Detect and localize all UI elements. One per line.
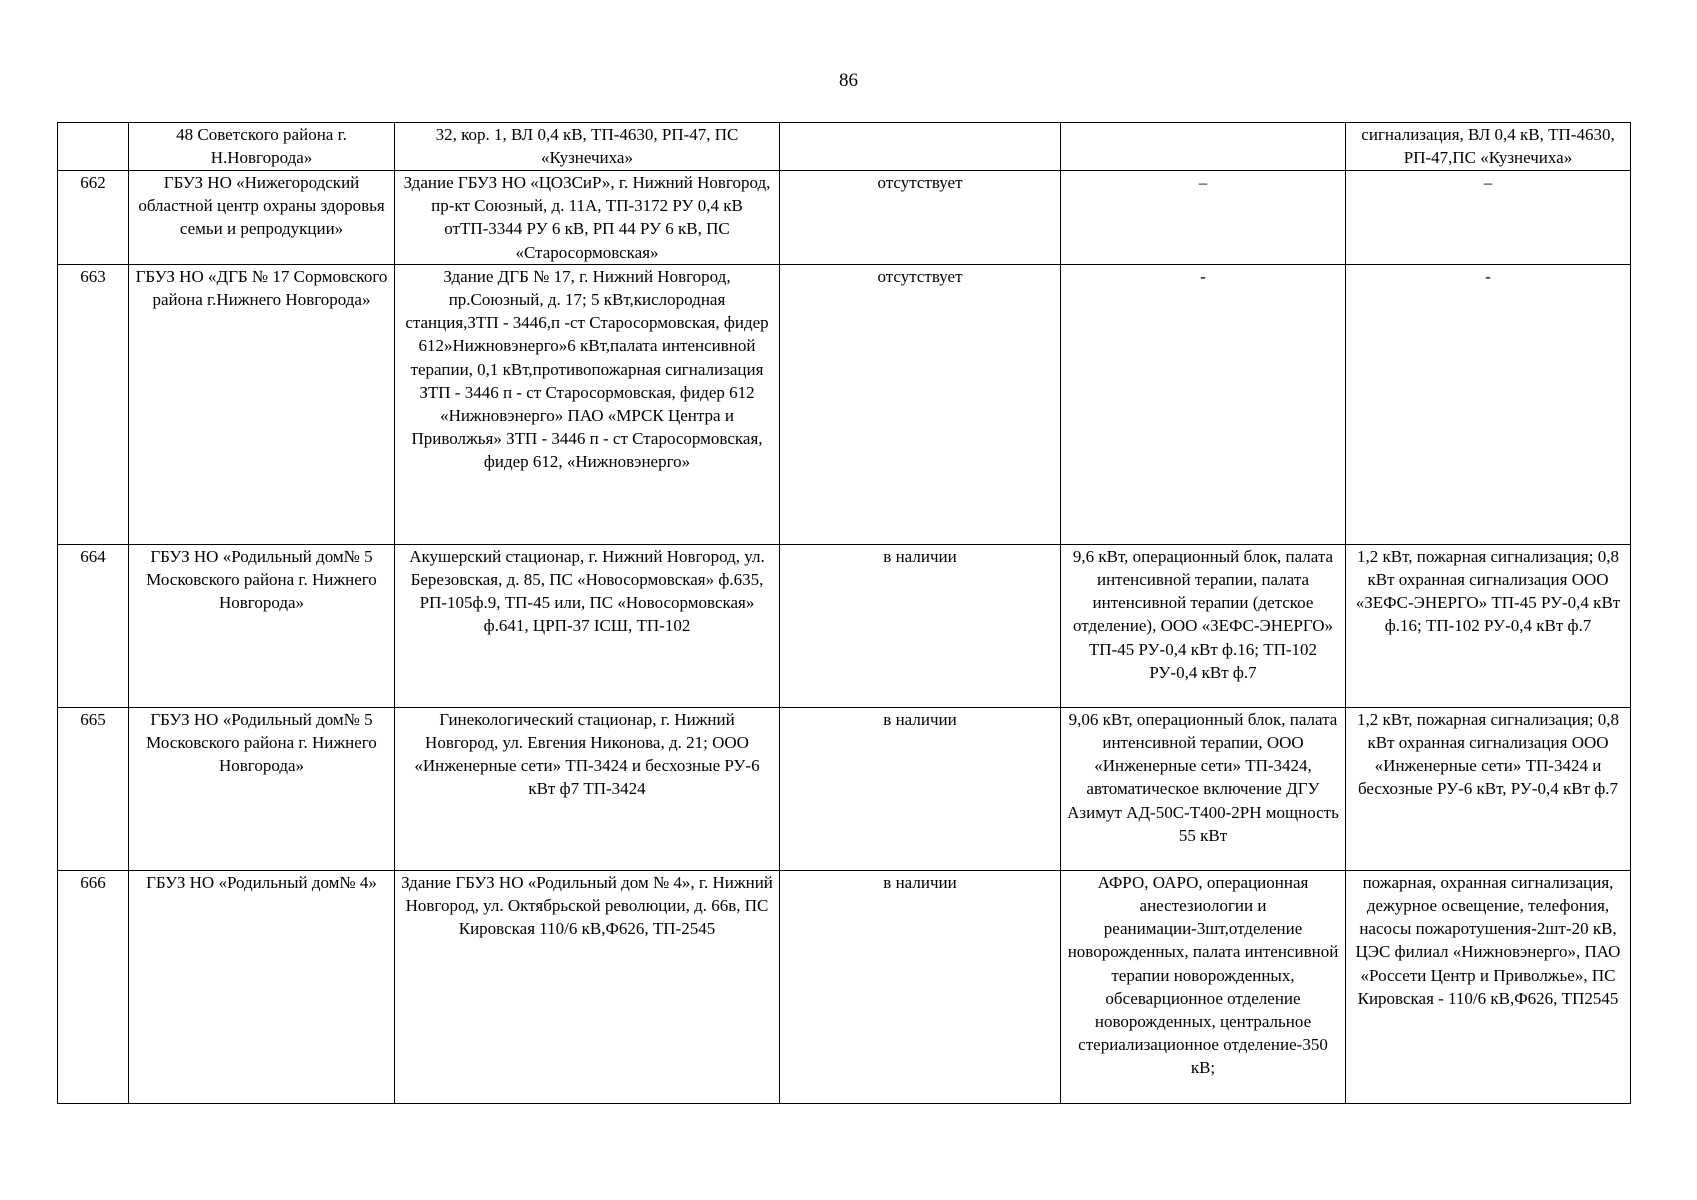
- first-category-cell: –: [1061, 171, 1346, 265]
- first-category-cell: [1061, 123, 1346, 171]
- object-address-cell: Здание ДГБ № 17, г. Нижний Новгород, пр.Союзный, д. 17; 5 кВт,кислородная станция,ЗТП - 3446,п -ст Старосормовская, фидер 612»Нижновэнерго»6 кВт,палата интенсивной терапии, 0,1 кВт,противопожарная сигнализация ЗТП - 3446 п - ст Старосормовская, фидер 612 «Нижновэнерго» ПАО «МРСК Центра и Приволжья» ЗТП - 3446 п - ст Старосормовская, фидер 612, «Нижновэнерго»: [395, 264, 780, 544]
- row-number-cell: 664: [58, 544, 129, 707]
- object-address-cell: Акушерский стационар, г. Нижний Новгород, ул. Березовская, д. 85, ПС «Новосормовская» ф.635, РП-105ф.9, ТП-45 или, ПС «Новосормовская» ф.641, ЦРП-37 IСШ, ТП-102: [395, 544, 780, 707]
- reserve-source-cell: в наличии: [780, 544, 1061, 707]
- second-category-cell: пожарная, охранная сигнализация, дежурное освещение, телефония, насосы пожаротушения-2шт-20 кВ, ЦЭС филиал «Нижновэнерго», ПАО «Россети Центр и Приволжье», ПС Кировская - 110/6 кВ,Ф626, ТП2545: [1346, 870, 1631, 1103]
- reserve-source-cell: отсутствует: [780, 264, 1061, 544]
- page-number: 86: [839, 70, 858, 91]
- row-number-cell: 662: [58, 171, 129, 265]
- table-row: [58, 171, 1631, 265]
- second-category-cell: 1,2 кВт, пожарная сигнализация; 0,8 кВт охранная сигнализация ООО «Инженерные сети» ТП-3424 и бесхозные РУ-6 кВт, РУ-0,4 кВт ф.7: [1346, 707, 1631, 870]
- row-number-cell: [58, 123, 129, 171]
- data-table: [57, 122, 1631, 1104]
- organization-cell: ГБУЗ НО «ДГБ № 17 Сормовского района г.Нижнего Новгорода»: [129, 264, 395, 544]
- reserve-source-cell: в наличии: [780, 870, 1061, 1103]
- table-row: [58, 264, 1631, 544]
- table-row: [58, 123, 1631, 171]
- row-number-cell: 663: [58, 264, 129, 544]
- table-row: [58, 707, 1631, 870]
- object-address-cell: 32, кор. 1, ВЛ 0,4 кВ, ТП-4630, РП-47, ПС «Кузнечиха»: [395, 123, 780, 171]
- reserve-source-cell: [780, 123, 1061, 171]
- object-address-cell: Здание ГБУЗ НО «ЦОЗСиР», г. Нижний Новгород, пр-кт Союзный, д. 11А, ТП-3172 РУ 0,4 кВ отТП-3344 РУ 6 кВ, РП 44 РУ 6 кВ, ПС «Старосормовская»: [395, 171, 780, 265]
- organization-cell: ГБУЗ НО «Нижегородский областной центр охраны здоровья семьи и репродукции»: [129, 171, 395, 265]
- row-number-cell: 666: [58, 870, 129, 1103]
- second-category-cell: –: [1346, 171, 1631, 265]
- second-category-cell: сигнализация, ВЛ 0,4 кВ, ТП-4630, РП-47,ПС «Кузнечиха»: [1346, 123, 1631, 171]
- reserve-source-cell: в наличии: [780, 707, 1061, 870]
- first-category-cell: 9,6 кВт, операционный блок, палата интенсивной терапии, палата интенсивной терапии (детское отделение), ООО «ЗЕФС-ЭНЕРГО» ТП-45 РУ-0,4 кВт ф.16; ТП-102 РУ-0,4 кВт ф.7: [1061, 544, 1346, 707]
- row-number-cell: 665: [58, 707, 129, 870]
- second-category-cell: 1,2 кВт, пожарная сигнализация; 0,8 кВт охранная сигнализация ООО «ЗЕФС-ЭНЕРГО» ТП-45 РУ-0,4 кВт ф.16; ТП-102 РУ-0,4 кВт ф.7: [1346, 544, 1631, 707]
- organization-cell: 48 Советского района г. Н.Новгорода»: [129, 123, 395, 171]
- first-category-cell: 9,06 кВт, операционный блок, палата интенсивной терапии, ООО «Инженерные сети» ТП-3424, автоматическое включение ДГУ Азимут АД-50С-Т400-2РН мощность 55 кВт: [1061, 707, 1346, 870]
- second-category-cell: -: [1346, 264, 1631, 544]
- table-row: [58, 870, 1631, 1103]
- first-category-cell: АФРО, ОАРО, операционная анестезиологии и реанимации-3шт,отделение новорожденных, палата интенсивной терапии новорожденных, обсеварционное отделение новорожденных, центральное стериализационное отделение-350 кВ;: [1061, 870, 1346, 1103]
- reserve-source-cell: отсутствует: [780, 171, 1061, 265]
- first-category-cell: -: [1061, 264, 1346, 544]
- object-address-cell: Гинекологический стационар, г. Нижний Новгород, ул. Евгения Никонова, д. 21; ООО «Инженерные сети» ТП-3424 и бесхозные РУ-6 кВт ф7 ТП-3424: [395, 707, 780, 870]
- table-row: [58, 544, 1631, 707]
- object-address-cell: Здание ГБУЗ НО «Родильный дом № 4», г. Нижний Новгород, ул. Октябрьской революции, д. 66в, ПС Кировская 110/6 кВ,Ф626, ТП-2545: [395, 870, 780, 1103]
- organization-cell: ГБУЗ НО «Родильный дом№ 5 Московского района г. Нижнего Новгорода»: [129, 707, 395, 870]
- organization-cell: ГБУЗ НО «Родильный дом№ 4»: [129, 870, 395, 1103]
- organization-cell: ГБУЗ НО «Родильный дом№ 5 Московского района г. Нижнего Новгорода»: [129, 544, 395, 707]
